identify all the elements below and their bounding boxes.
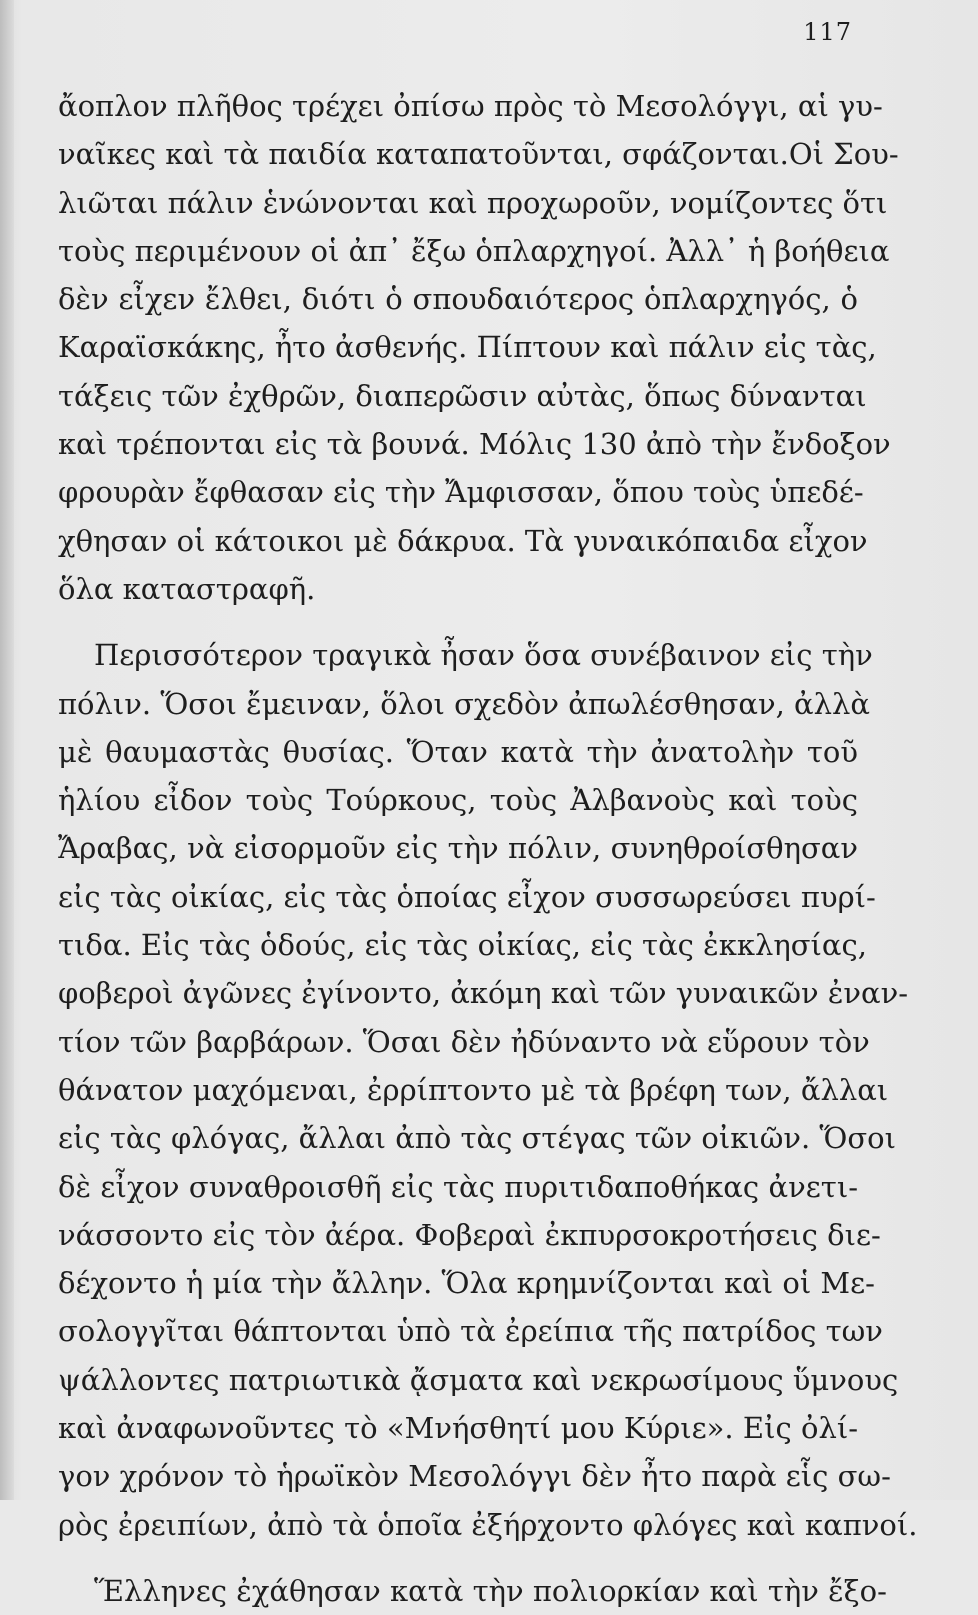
paragraph-gap (58, 613, 858, 631)
text-line: καὶ ἀναφωνοῦντες τὸ «Μνήσθητί μου Κύριε». Εἰς ὀλί- (58, 1411, 858, 1446)
text-line: δέχοντο ἡ μία τὴν ἄλλην. Ὅλα κρημνίζονται καὶ οἱ Με- (58, 1266, 875, 1301)
paragraph-gap (58, 1549, 858, 1567)
text-line: φοβεροὶ ἀγῶνες ἐγίνοντο, ἀκόμη καὶ τῶν γυναικῶν ἐναν- (58, 976, 909, 1011)
paragraph (58, 631, 918, 1549)
text-line: δὲ εἶχον συναθροισθῆ εἰς τὰς πυριτιδαποθήκας ἀνετι- (58, 1169, 858, 1204)
text-line: ψάλλοντες πατριωτικὰ ᾄσματα καὶ νεκρωσίμους ὕμνους (58, 1362, 899, 1397)
text-line: γον χρόνον τὸ ἡρωϊκὸν Μεσολόγγι δὲν ἦτο παρὰ εἷς σω- (58, 1459, 891, 1494)
text-line: τίον τῶν βαρβάρων. Ὅσαι δὲν ἠδύναντο νὰ εὕρουν τὸν (58, 1024, 870, 1059)
page-number: 117 (803, 18, 852, 46)
text-line: θάνατον μαχόμεναι, ἐρρίπτοντο μὲ τὰ βρέφη των, ἄλλαι (58, 1072, 889, 1107)
text-line: ρὸς ἐρειπίων, ἀπὸ τὰ ὁποῖα ἐξήρχοντο φλόγες καὶ καπνοί. (58, 1507, 918, 1542)
text-line: ἡλίου εἶδον τοὺς Τούρκους, τοὺς Ἀλβανοὺς καὶ τοὺς (58, 783, 858, 818)
text-line: πόλιν. Ὅσοι ἔμειναν, ὅλοι σχεδὸν ἀπωλέσθησαν, ἀλλὰ (58, 686, 870, 721)
text-line: τοὺς περιμένουν οἱ ἀπ᾿ ἔξω ὁπλαρχηγοί. Ἀλλ᾿ ἡ βοήθεια (58, 233, 890, 268)
text-line: ὅλα καταστραφῆ. (58, 571, 316, 606)
text-line: νάσσοντο εἰς τὸν ἀέρα. Φοβεραὶ ἐκπυρσοκροτήσεις διε- (58, 1217, 881, 1252)
text-line: χθησαν οἱ κάτοικοι μὲ δάκρυα. Τὰ γυναικόπαιδα εἶχον (58, 523, 868, 558)
text-line: τάξεις τῶν ἐχθρῶν, διαπερῶσιν αὐτὰς, ὅπως δύνανται (58, 378, 867, 413)
paragraph (58, 1567, 887, 1615)
text-line: Ἕλληνες ἐχάθησαν κατὰ τὴν πολιορκίαν καὶ τὴν ἔξο- (94, 1573, 887, 1608)
text-line: ναῖκες καὶ τὰ παιδία καταπατοῦνται, σφάζονται.Οἱ Σου- (58, 137, 899, 172)
paragraph (58, 82, 899, 613)
text-line: Καραϊσκάκης, ἦτο ἀσθενής. Πίπτουν καὶ πάλιν εἰς τὰς, (58, 330, 877, 365)
text-line: εἰς τὰς οἰκίας, εἰς τὰς ὁποίας εἶχον συσσωρεύσει πυρί- (58, 879, 876, 914)
body-text (58, 82, 918, 1615)
text-line: τιδα. Εἰς τὰς ὁδούς, εἰς τὰς οἰκίας, εἰς τὰς ἐκκλησίας, (58, 928, 867, 963)
text-line: ἄοπλον πλῆθος τρέχει ὀπίσω πρὸς τὸ Μεσολόγγι, αἱ γυ- (58, 89, 883, 123)
text-line: εἰς τὰς φλόγας, ἄλλαι ἀπὸ τὰς στέγας τῶν οἰκιῶν. Ὅσοι (58, 1121, 896, 1156)
page-binding-edge (0, 0, 14, 1500)
text-line: δὲν εἶχεν ἔλθει, διότι ὁ σπουδαιότερος ὁπλαρχηγός, ὁ (58, 282, 858, 317)
text-line: φρουρὰν ἔφθασαν εἰς τὴν Ἄμφισσαν, ὅπου τοὺς ὑπεδέ- (58, 475, 864, 510)
text-line: Περισσότερον τραγικὰ ἦσαν ὅσα συνέβαινον εἰς τὴν (94, 638, 873, 673)
text-line: Ἄραβας, νὰ εἰσορμοῦν εἰς τὴν πόλιν, συνηθροίσθησαν (58, 831, 858, 866)
text-line: καὶ τρέπονται εἰς τὰ βουνά. Μόλις 130 ἀπὸ τὴν ἔνδοξον (58, 427, 891, 462)
text-line: σολογγῖται θάπτονται ὑπὸ τὰ ἐρείπια τῆς πατρίδος των (58, 1314, 883, 1349)
text-line: λιῶται πάλιν ἑνώνονται καὶ προχωροῦν, νομίζοντες ὅτι (58, 185, 888, 220)
text-line: μὲ θαυμαστὰς θυσίας. Ὅταν κατὰ τὴν ἀνατολὴν τοῦ (58, 734, 858, 769)
